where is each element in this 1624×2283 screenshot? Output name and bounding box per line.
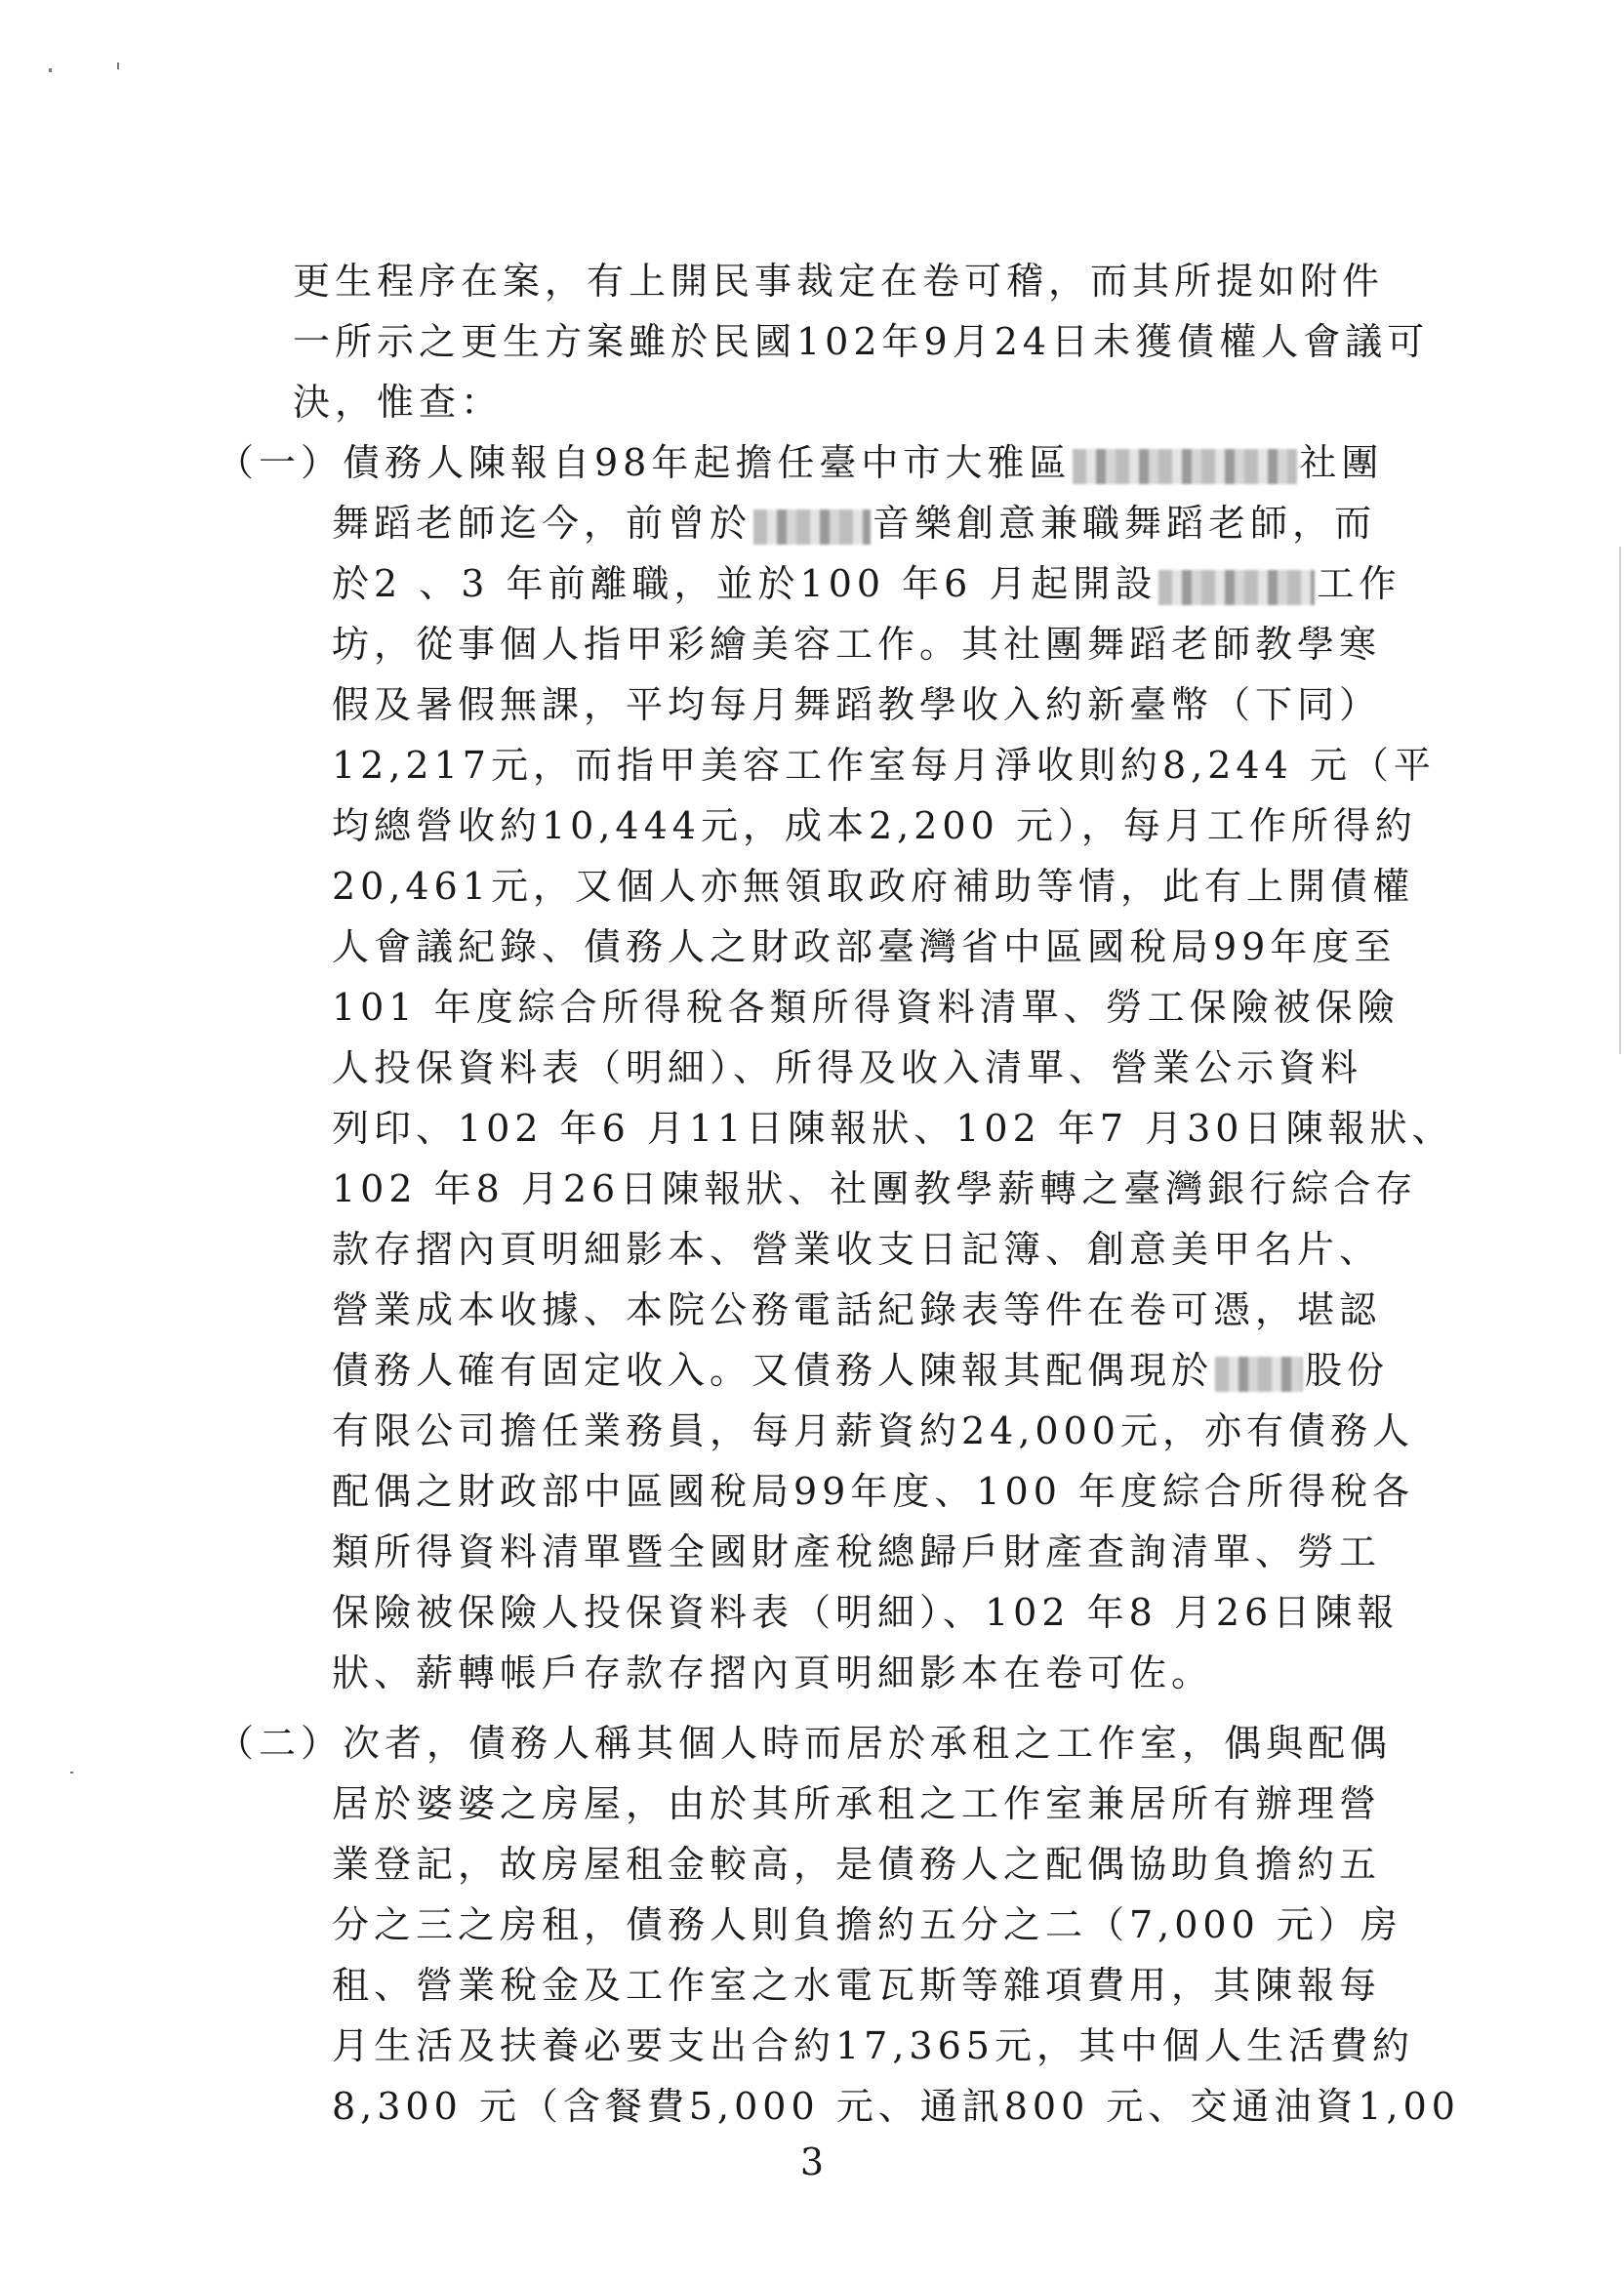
text-line: 坊，從事個人指甲彩繪美容工作。其社團舞蹈老師教學寒 [332,623,1382,666]
text-line: （二）次者，債務人稱其個人時而居於承租之工作室，偶與配偶 [217,1722,1393,1765]
text-segment: 舞蹈老師迄今，前曾於 [332,502,752,545]
scan-edge-line [1619,547,1621,1054]
text-line [332,1343,1389,1398]
text-line: 12,217元，而指甲美容工作室每月淨收則約8,244 元（平 [332,744,1436,787]
text-line: 人會議紀錄、債務人之財政部臺灣省中區國稅局99年度至 [332,925,1397,968]
text-line: 類所得資料清單暨全國財產稅總歸戶財產查詢清單、勞工 [332,1530,1382,1573]
text-line: 保險被保險人投保資料表（明細）、102 年8 月26日陳報 [332,1591,1400,1634]
text-segment: 股份 [1305,1349,1390,1392]
text-line: 20,461元，又個人亦無領取政府補助等情，此有上開債權 [332,865,1414,908]
text-line: 營業成本收據、本院公務電話紀錄表等件在卷可憑，堪認 [332,1288,1382,1331]
text-line: 租、營業稅金及工作室之水電瓦斯等雜項費用，其陳報每 [332,1964,1382,2007]
scan-speck [117,62,119,69]
text-line: 狀、薪轉帳戶存款存摺內頁明細影本在卷可佐。 [332,1651,1214,1694]
redacted-name [1158,570,1315,605]
text-line [332,496,1376,550]
text-line [217,435,1383,490]
redacted-name [753,510,871,545]
text-line: 人投保資料表（明細）、所得及收入清單、營業公示資料 [332,1046,1363,1089]
text-line: 月生活及扶養必要支出合約17,365元，其中個人生活費約 [332,2024,1414,2067]
redacted-name [1215,1357,1303,1392]
text-line: 配偶之財政部中區國稅局99年度、100 年度綜合所得稅各 [332,1470,1414,1513]
text-segment: 債務人確有固定收入。又債務人陳報其配偶現於 [332,1349,1214,1392]
text-line: 列印、102 年6 月11日陳報狀、102 年7 月30日陳報狀、 [332,1107,1454,1150]
text-line: 業登記，故房屋租金較高，是債務人之配偶協助負擔約五 [332,1843,1382,1886]
text-line: 有限公司擔任業務員，每月薪資約24,000元，亦有債務人 [332,1409,1414,1452]
text-line: 101 年度綜合所得稅各類所得資料清單、勞工保險被保險 [332,986,1400,1029]
scan-speck [70,1772,73,1773]
text-line: 更生程序在案，有上開民事裁定在卷可稽，而其所提如附件 [293,260,1385,303]
text-segment: 社團 [1299,441,1384,484]
text-segment: 音樂創意兼職舞蹈老師，而 [873,502,1377,545]
redacted-name [1073,449,1297,484]
page-number: 3 [799,2140,825,2183]
text-segment: （一）債務人陳報自98年起擔任臺中市大雅區 [217,441,1072,484]
text-line: 居於婆婆之房屋，由於其所承租之工作室兼居所有辦理營 [332,1782,1382,1825]
scan-speck [49,68,52,72]
text-line: 分之三之房租，債務人則負擔約五分之二（7,000 元）房 [332,1903,1402,1946]
text-line: 8,300 元（含餐費5,000 元、通訊800 元、交通油資1,00 [332,2085,1460,2128]
text-line: 款存摺內頁明細影本、營業收支日記簿、創意美甲名片、 [332,1228,1382,1271]
text-line: 決，惟查： [293,381,504,424]
text-line: 一所示之更生方案雖於民國102年9月24日未獲債權人會議可 [293,320,1430,363]
text-line: 假及暑假無課，平均每月舞蹈教學收入約新臺幣（下同） [332,683,1382,726]
text-segment: 於2 、3 年前離職，並於100 年6 月起開設 [332,562,1157,605]
text-segment: 工作 [1317,562,1401,605]
text-line: 均總營收約10,444元，成本2,200 元），每月工作所得約 [332,804,1417,847]
text-line: 102 年8 月26日陳報狀、社團教學薪轉之臺灣銀行綜合存 [332,1167,1418,1210]
text-line [332,556,1401,611]
